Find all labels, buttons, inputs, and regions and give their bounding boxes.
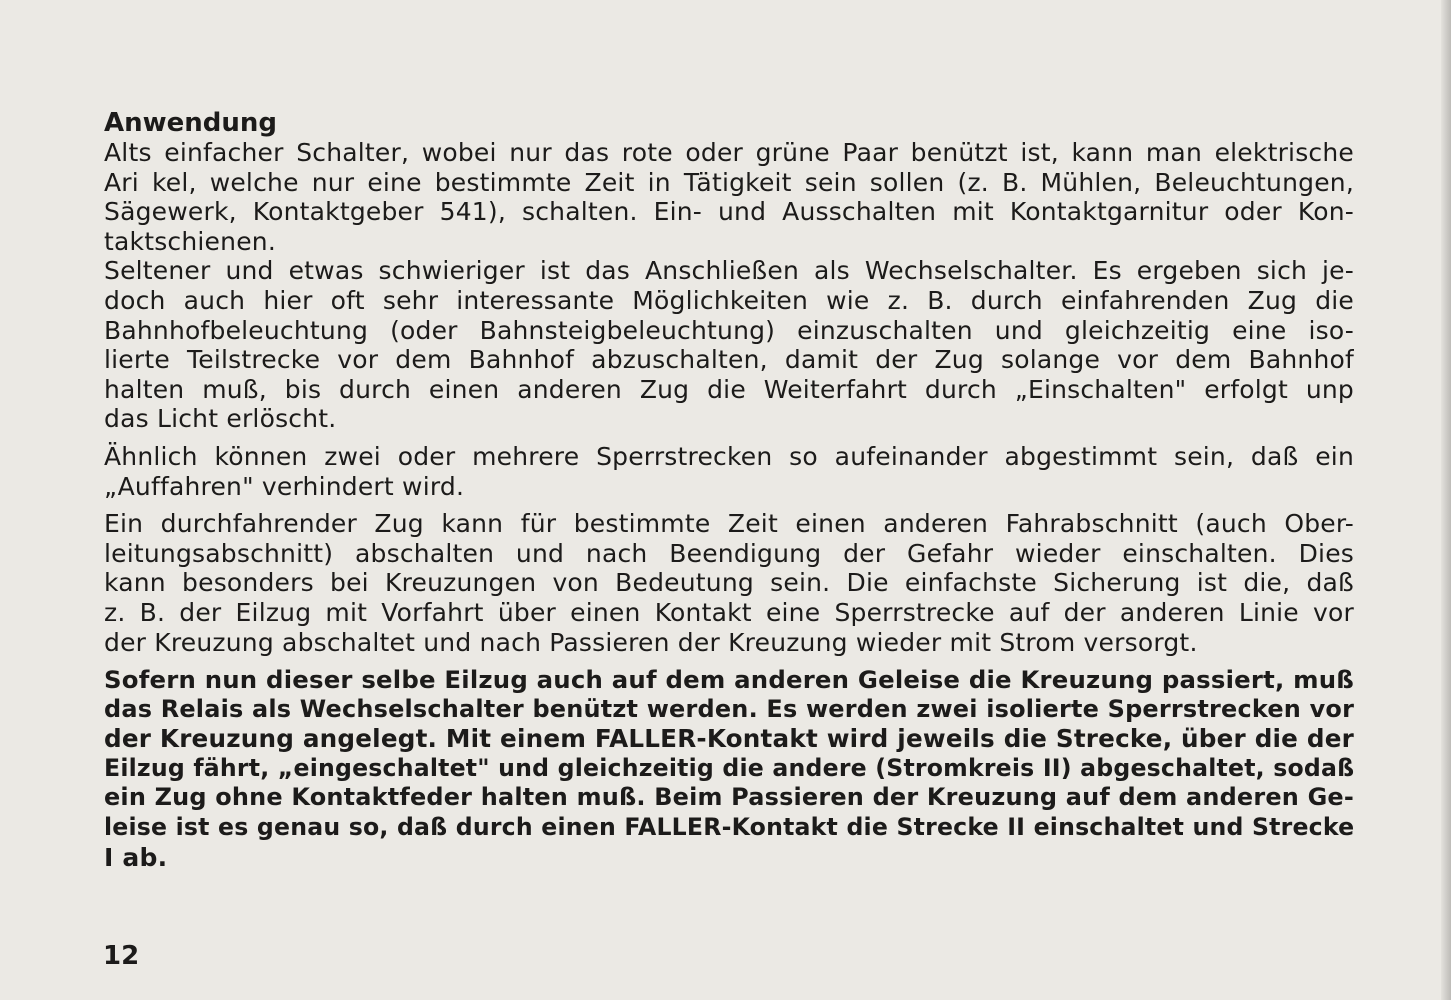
text-line: „Auffahren" verhindert wird.: [104, 471, 465, 501]
text-line: kann besonders bei Kreuzungen von Bedeutung sein. Die einfachste Sicherung ist die, daß: [104, 568, 1354, 598]
text-line: leise ist es genau so, daß durch einen FALLER-Kontakt die Strecke II einschaltet und Strecke: [104, 813, 1354, 842]
paragraph-1: [104, 138, 1354, 256]
text-line: Ari kel, welche nur eine bestimmte Zeit in Tätigkeit sein sollen (z. B. Mühlen, Beleuchtungen,: [104, 167, 1354, 197]
text-line: Sägewerk, Kontaktgeber 541), schalten. Ein- und Ausschalten mit Kontaktgarnitur oder Kon-: [104, 197, 1354, 227]
text-line: Ähnlich können zwei oder mehrere Sperrstrecken so aufeinander abgestimmt sein, daß ein: [104, 441, 1354, 471]
paragraph-5: [104, 665, 1354, 872]
text-line: doch auch hier oft sehr interessante Möglichkeiten wie z. B. durch einfahrenden Zug die: [104, 285, 1354, 315]
text-line: ein Zug ohne Kontaktfeder halten muß. Beim Passieren der Kreuzung auf dem anderen Ge-: [104, 783, 1354, 812]
text-line: das Licht erlöscht.: [104, 404, 337, 434]
text-line: I ab.: [104, 842, 168, 872]
text-line: der Kreuzung abschaltet und nach Passieren der Kreuzung wieder mit Strom versorgt.: [104, 627, 1198, 657]
text-line: Bahnhofbeleuchtung (oder Bahnsteigbeleuchtung) einzuschalten und gleichzeitig eine iso-: [104, 315, 1354, 345]
text-line: der Kreuzung angelegt. Mit einem FALLER-Kontakt wird jeweils die Strecke, über die der: [104, 724, 1354, 754]
text-block: [104, 108, 1354, 872]
text-line: z. B. der Eilzug mit Vorfahrt über einen Kontakt eine Sperrstrecke auf der anderen Linie vor: [104, 597, 1354, 627]
text-line: halten muß, bis durch einen anderen Zug die Weiterfahrt durch „Einschalten" erfolgt unp: [104, 374, 1354, 404]
text-line: Alts einfacher Schalter, wobei nur das rote oder grüne Paar benützt ist, kann man elektrische: [104, 138, 1354, 167]
paragraph-4: [104, 509, 1354, 657]
text-line: leitungsabschnitt) abschalten und nach Beendigung der Gefahr wieder einschalten. Dies: [104, 538, 1354, 568]
page-number: 12: [103, 941, 140, 971]
text-line: Ein durchfahrender Zug kann für bestimmte Zeit einen anderen Fahrabschnitt (auch Ober-: [104, 509, 1354, 539]
page-edge-shadow: [1441, 0, 1451, 1000]
text-line: das Relais als Wechselschalter benützt werden. Es werden zwei isolierte Sperrstrecken vor: [104, 694, 1354, 723]
text-line: lierte Teilstrecke vor dem Bahnhof abzuschalten, damit der Zug solange vor dem Bahnhof: [104, 345, 1354, 375]
text-line: Seltener und etwas schwieriger ist das Anschließen als Wechselschalter. Es ergeben sich je-: [104, 256, 1354, 286]
section-heading: Anwendung: [104, 108, 278, 138]
paragraph-3: [104, 442, 1354, 501]
paragraph-2: [104, 256, 1354, 434]
text-line: taktschienen.: [104, 226, 276, 256]
text-line: Sofern nun dieser selbe Eilzug auch auf dem anderen Geleise die Kreuzung passiert, muß: [104, 665, 1354, 695]
text-line: Eilzug fährt, „eingeschaltet" und gleichzeitig die andere (Stromkreis II) abgeschaltet, sodaß: [104, 753, 1354, 782]
